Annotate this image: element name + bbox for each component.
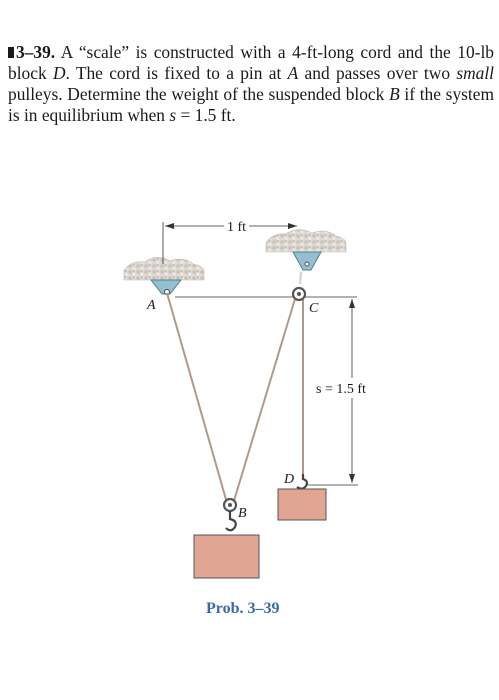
hook-b bbox=[226, 511, 236, 530]
pulley-b-hub bbox=[228, 503, 232, 507]
hook-d bbox=[297, 474, 307, 489]
var-a: A bbox=[287, 63, 299, 83]
right-ground bbox=[266, 230, 346, 252]
var-d: D bbox=[52, 63, 66, 83]
problem-text-1: A “scale” is constructed with a 4-ft-long cord and the 10-lb block bbox=[8, 42, 494, 83]
problem-text-5: if the system is in equilibrium when bbox=[8, 84, 494, 125]
word-small: small bbox=[456, 63, 495, 83]
block-b bbox=[194, 535, 259, 578]
left-ground bbox=[124, 257, 204, 280]
figure-caption: Prob. 3–39 bbox=[206, 600, 280, 617]
dim-spacing-arrow-right bbox=[288, 223, 297, 229]
var-s: s bbox=[169, 105, 177, 125]
pulley-c-hub bbox=[297, 292, 301, 296]
label-a: A bbox=[147, 298, 156, 313]
problem-text-2: . The cord is fixed to a pin at bbox=[65, 63, 288, 83]
problem-text-6: = 1.5 ft. bbox=[176, 105, 236, 125]
label-b: B bbox=[238, 506, 247, 521]
dim-spacing-arrow-left bbox=[165, 223, 174, 229]
dim-spacing-label: 1 ft bbox=[227, 220, 247, 235]
label-c: C bbox=[309, 301, 319, 316]
pulley-axle bbox=[300, 272, 301, 284]
dim-s-arrow-top bbox=[349, 299, 355, 308]
bracket-pin bbox=[305, 262, 309, 266]
dim-s-arrow-bottom bbox=[349, 474, 355, 483]
dim-s-label: s = 1.5 ft bbox=[316, 382, 366, 397]
var-b: B bbox=[389, 84, 400, 104]
problem-text-3: and passes over two bbox=[298, 63, 457, 83]
block-d bbox=[278, 489, 326, 520]
right-bracket bbox=[293, 252, 321, 270]
problem-text-4: pulleys. Determine the weight of the suspended block bbox=[8, 84, 390, 104]
label-d: D bbox=[284, 472, 295, 487]
problem-number: 3–39. bbox=[16, 42, 56, 62]
cord-a-to-b bbox=[167, 293, 227, 503]
